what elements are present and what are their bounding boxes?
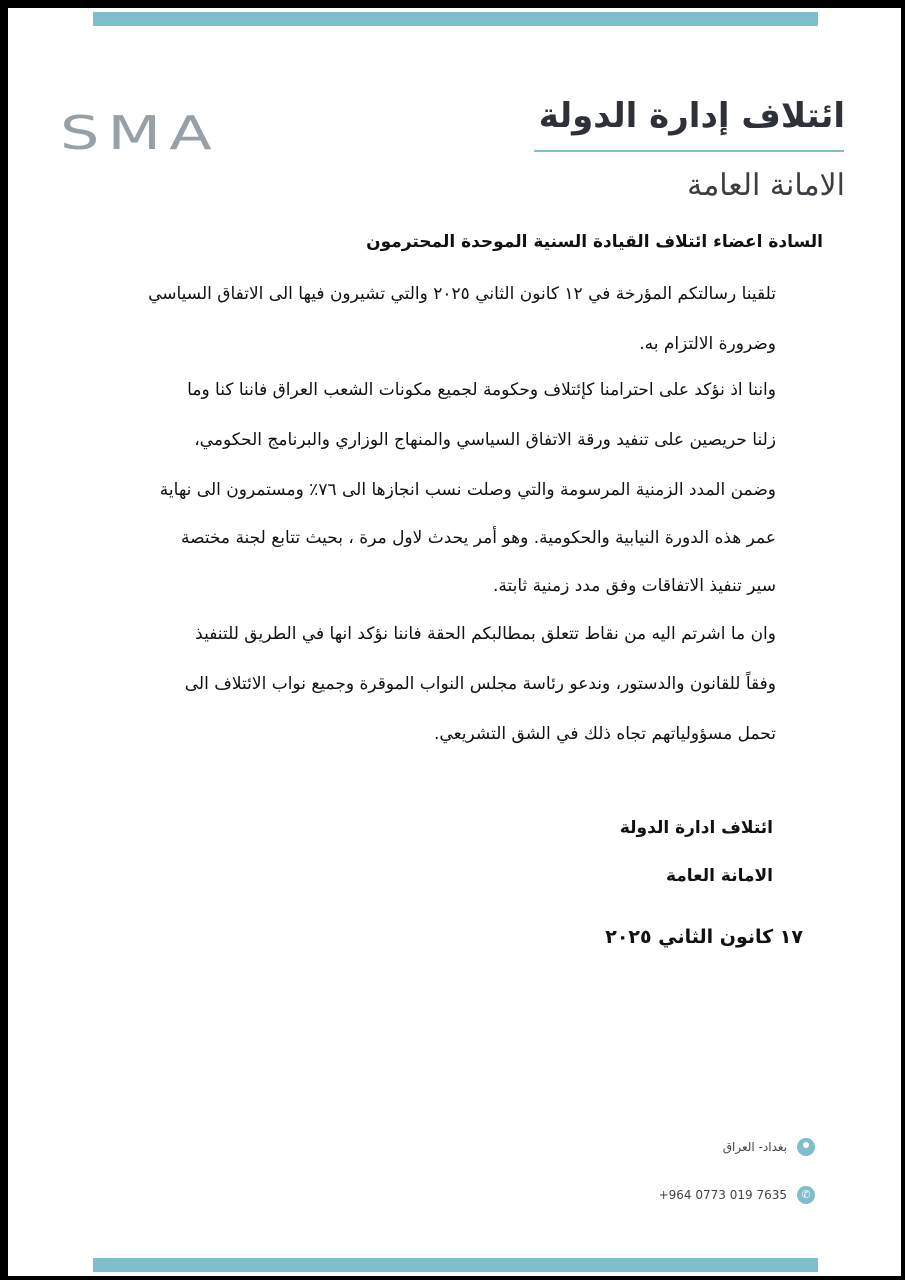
body-line: وضرورة الالتزام به. [639,334,776,354]
body-line: وضمن المدد الزمنية المرسومة والتي وصلت نسب انجازها الى ٧٦٪ ومستمرون الى نهاية [159,480,776,500]
org-title: ائتلاف إدارة الدولة [538,96,845,136]
signature-org: ائتلاف ادارة الدولة [619,818,773,838]
body-line: سير تنفيذ الاتفاقات وفق مدد زمنية ثابتة. [492,576,776,596]
body-line: وان ما اشرتم اليه من نقاط تتعلق بمطالبكم الحقة فاننا نؤكد انها في الطريق للتنفيذ [195,624,776,644]
phone-text: +964 0773 019 7635 [658,1188,787,1202]
body-line: تلقينا رسالتكم المؤرخة في ١٢ كانون الثاني ٢٠٢٥ والتي تشيرون فيها الى الاتفاق السياسي [148,284,776,304]
body-line: وفقاً للقانون والدستور، وندعو رئاسة مجلس النواب الموقرة وجميع نواب الائتلاف الى [184,674,776,694]
bottom-accent-bar [93,1258,818,1272]
top-accent-bar [93,12,818,26]
location-pin-icon [797,1138,815,1156]
title-divider [534,150,844,152]
body-line: تحمل مسؤولياتهم تجاه ذلك في الشق التشريعي. [434,724,776,744]
address-line [723,1138,815,1156]
body-line: عمر هذه الدورة النيابية والحكومية. وهو أمر يحدث لاول مرة ، بحيث تتابع لجنة مختصة [180,528,776,548]
department-title: الامانة العامة [687,168,845,203]
address-text: بغداد- العراق [722,1140,787,1154]
body-line: زلنا حريصين على تنفيد ورقة الاتفاق السياسي والمنهاج الوزاري والبرنامج الحكومي، [194,430,776,450]
phone-icon: ✆ [797,1186,815,1204]
letter-date: ١٧ كانون الثاني ٢٠٢٥ [605,926,803,948]
letter-page [8,8,901,1276]
phone-line [659,1186,815,1204]
sma-logo: SMA [60,106,220,160]
salutation: السادة اعضاء ائتلاف القيادة السنية الموحدة المحترمون [366,232,823,252]
body-line: واننا اذ نؤكد على احترامنا كإئتلاف وحكومة لجميع مكونات الشعب العراق فاننا كنا وما [187,380,776,400]
signature-department: الامانة العامة [665,866,773,886]
